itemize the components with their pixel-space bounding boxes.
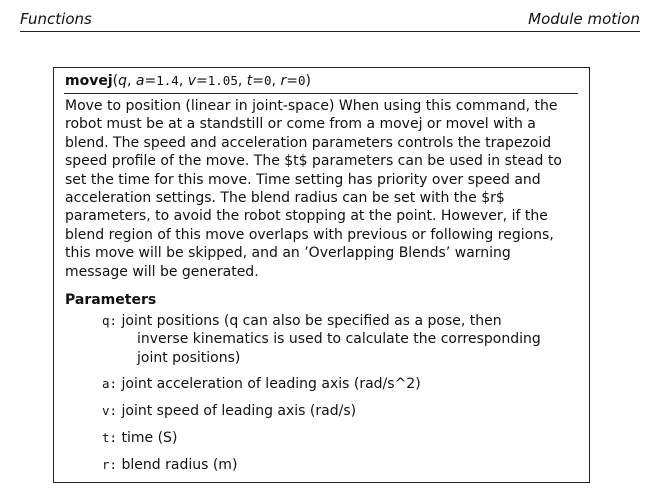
param-name-a: a: xyxy=(102,376,118,391)
signature-divider xyxy=(64,93,578,94)
sig-eq-r: = xyxy=(286,73,298,89)
parameters-heading: Parameters xyxy=(65,292,157,308)
description-line: acceleration settings. The blend radius can be set with the $r$ xyxy=(65,190,505,207)
param-desc-q: joint positions (q can also be specified as a pose, then xyxy=(121,313,502,329)
module-title: Module motion xyxy=(528,10,640,28)
sig-sep-4: , xyxy=(271,73,281,89)
sig-open-paren: ( xyxy=(112,73,119,89)
description-line: this move will be skipped, and an ’Overlapping Blends’ warning xyxy=(65,245,511,262)
param-desc-a: joint acceleration of leading axis (rad/s^2) xyxy=(121,376,421,392)
sig-arg-t: t xyxy=(246,73,253,89)
sig-arg-q: q xyxy=(118,73,127,89)
description-line: message will be generated. xyxy=(65,263,259,280)
sig-arg-a: a xyxy=(135,73,145,89)
description-line: robot must be at a standstill or come from a movej or movel with a xyxy=(65,116,536,133)
param-desc-r: blend radius (m) xyxy=(121,457,238,473)
param-name-r: r: xyxy=(102,457,118,472)
sig-sep-1: , xyxy=(127,73,136,89)
sig-sep-2: , xyxy=(178,73,188,89)
sig-eq-v: = xyxy=(196,73,208,89)
description-line: parameters, to avoid the robot stopping at the point. However, if the xyxy=(65,208,548,225)
description xyxy=(65,97,585,281)
param-name-v: v: xyxy=(102,403,118,418)
sig-default-a: 1.4 xyxy=(156,73,179,88)
param-v xyxy=(102,402,572,420)
sig-eq-t: = xyxy=(252,73,264,89)
section-title: Functions xyxy=(20,10,92,28)
description-line: blend. The speed and acceleration parameters controls the trapezoid xyxy=(65,134,552,151)
sig-close-paren: ) xyxy=(305,73,311,89)
page-header xyxy=(20,9,640,32)
param-r xyxy=(102,456,572,474)
sig-default-t: 0 xyxy=(264,73,272,88)
param-a xyxy=(102,375,572,393)
param-name-t: t: xyxy=(102,430,118,445)
sig-sep-3: , xyxy=(237,73,247,89)
param-desc-v: joint speed of leading axis (rad/s) xyxy=(121,403,357,419)
sig-arg-r: r xyxy=(280,73,287,89)
sig-default-v: 1.05 xyxy=(207,73,238,88)
sig-default-r: 0 xyxy=(297,73,306,88)
param-q xyxy=(102,312,572,367)
description-line: set the time for this move. Time setting has priority over speed and xyxy=(65,171,541,188)
function-name: movej xyxy=(65,73,113,89)
function-box xyxy=(53,67,590,483)
sig-eq-a: = xyxy=(144,73,157,89)
sig-arg-v: v xyxy=(187,73,197,89)
param-desc-q-cont: inverse kinematics is used to calculate the corresponding xyxy=(137,331,541,348)
param-t xyxy=(102,429,572,447)
description-line: blend region of this move overlaps with previous or following regions, xyxy=(65,226,554,243)
param-desc-q-cont: joint positions) xyxy=(137,349,241,366)
description-line: speed profile of the move. The $t$ parameters can be used in stead to xyxy=(65,153,562,170)
function-signature xyxy=(65,73,311,89)
description-line: Move to position (linear in joint-space) When using this command, the xyxy=(65,98,558,114)
param-desc-t: time (S) xyxy=(121,430,178,446)
param-name-q: q: xyxy=(102,313,118,328)
